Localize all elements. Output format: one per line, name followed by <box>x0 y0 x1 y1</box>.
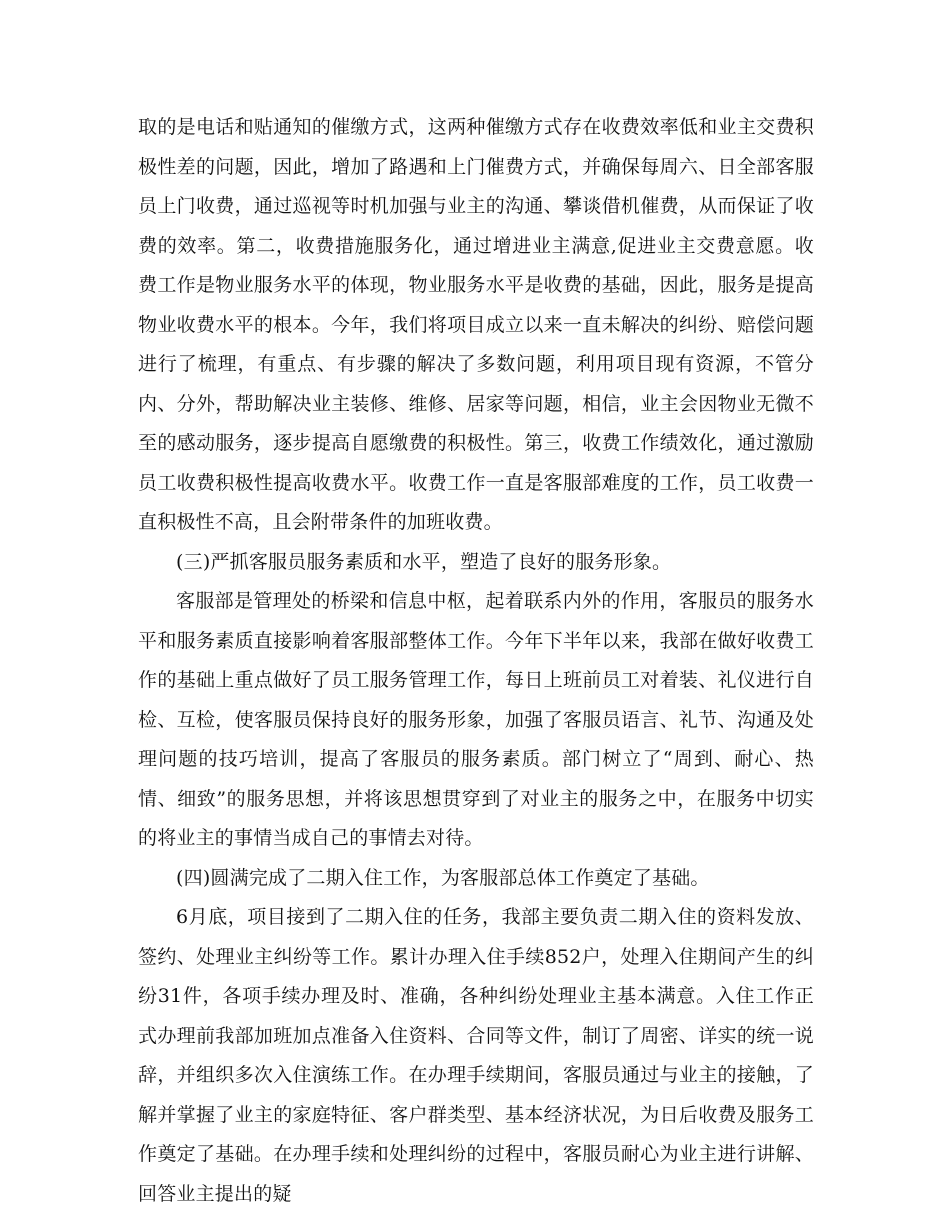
document-body <box>138 108 814 1214</box>
paragraph-fee-collection: 取的是电话和贴通知的催缴方式，这两种催缴方式存在收费效率低和业主交费积极性差的问题，因此，增加了路遇和上门催费方式，并确保每周六、日全部客服员上门收费，通过巡视等时机加强与业主的沟通、攀谈借机催费，从而保证了收费的效率。第二，收费措施服务化，通过增进业主满意,促进业主交费意愿。收费工作是物业服务水平的体现，物业服务水平是收费的基础，因此，服务是提高物业收费水平的根本。今年，我们将项目成立以来一直未解决的纠纷、赔偿问题进行了梳理，有重点、有步骤的解决了多数问题，利用项目现有资源，不管分内、分外，帮助解决业主装修、维修、居家等问题，相信，业主会因物业无微不至的感动服务，逐步提高自愿缴费的积极性。第三，收费工作绩效化，通过激励员工收费积极性提高收费水平。收费工作一直是客服部难度的工作，员工收费一直积极性不高，且会附带条件的加班收费。 <box>138 116 814 533</box>
paragraph-service-quality: 客服部是管理处的桥梁和信息中枢，起着联系内外的作用，客服员的服务水平和服务素质直接影响着客服部整体工作。今年下半年以来，我部在做好收费工作的基础上重点做好了员工服务管理工作，每日上班前员工对着装、礼仪进行自检、互检，使客服员保持良好的服务形象，加强了客服员语言、礼节、沟通及处理问题的技巧培训，提高了客服员的服务素质。部门树立了“周到、耐心、热情、细致”的服务思想，并将该思想贯穿到了对业主的服务之中，在服务中切实的将业主的事情当成自己的事情去对待。 <box>138 590 814 849</box>
section-heading-4: (四)圆满完成了二期入住工作，为客服部总体工作奠定了基础。 <box>176 866 710 889</box>
section-heading-3: (三)严抓客服员服务素质和水平，塑造了良好的服务形象。 <box>176 550 672 573</box>
paragraph-phase-two-move-in: 6月底，项目接到了二期入住的任务，我部主要负责二期入住的资料发放、签约、处理业主纠纷等工作。累计办理入住手续852户，处理入住期间产生的纠纷31件，各项手续办理及时、准确，各种纠纷处理业主基本满意。入住工作正式办理前我部加班加点准备入住资料、合同等文件，制订了周密、详实的统一说辞，并组织多次入住演练工作。在办理手续期间，客服员通过与业主的接触，了解并掌握了业主的家庭特征、客户群类型、基本经济状况，为日后收费及服务工作奠定了基础。在办理手续和处理纠纷的过程中，客服员耐心为业主进行讲解、回答业主提出的疑 <box>138 906 814 1205</box>
